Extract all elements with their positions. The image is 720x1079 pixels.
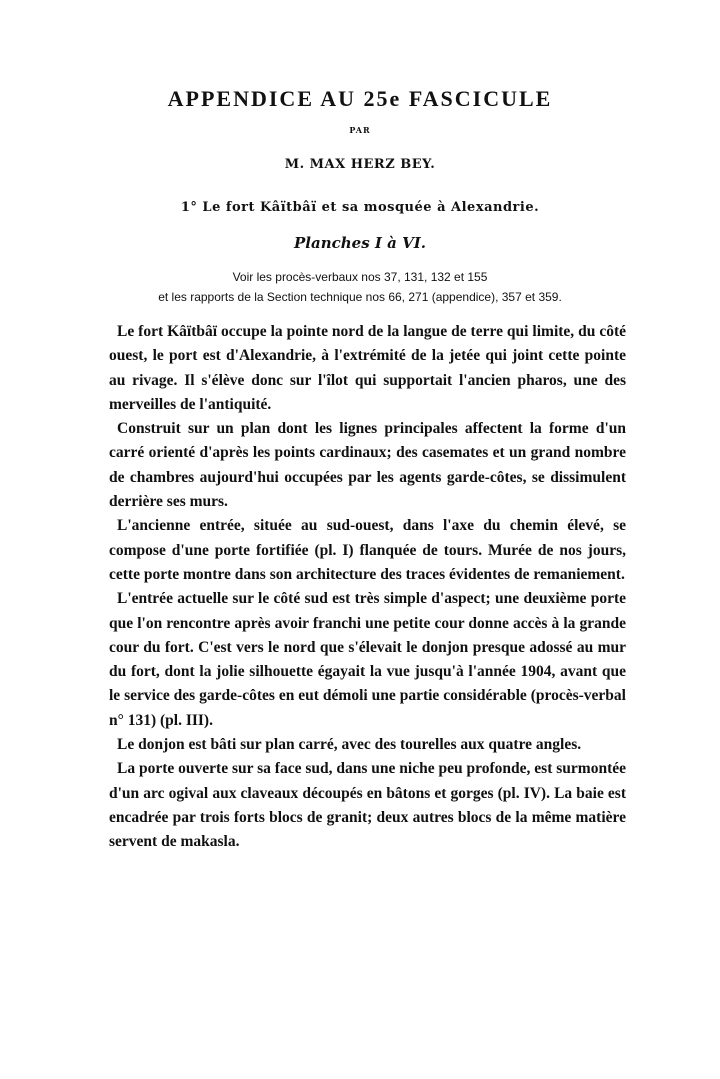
paragraph: Le fort Kâïtbâï occupe la pointe nord de la langue de terre qui limite, du côté ouest, le port est d'Alexandrie, à l'extrémité de la jetée qui joint cette pointe au rivage. Il s'élève donc sur l'îlot qui supportait l'ancien pharos, une des merveilles de l'antiquité. (109, 323, 626, 413)
author-name: M. MAX HERZ BEY. (284, 157, 436, 172)
paragraph: L'entrée actuelle sur le côté sud est très simple d'aspect; une deuxième porte que l'on rencontre après avoir franchi une petite cour donne accès à la grande cour du fort. C'est vers le nord que s'élevait le donjon presque adossé au mur du fort, dont la jolie silhouette égayait la vue jusqu'à l'année 1904, avant que le service des garde-côtes en eut démoli une partie considérable (procès-verbal n° 131) (pl. III). (109, 590, 626, 729)
byline-par: PAR (349, 125, 371, 135)
body-text (109, 320, 626, 855)
page-title: APPENDICE AU 25e FASCICULE (167, 86, 553, 111)
reference-line: et les rapports de la Section technique nos 66, 271 (appendice), 357 et 359. (158, 290, 562, 304)
paragraph: L'ancienne entrée, située au sud-ouest, dans l'axe du chemin élevé, se compose d'une porte fortifiée (pl. I) flanquée de tours. Murée de nos jours, cette porte montre dans son architecture des traces évidentes de remaniement. (109, 517, 626, 583)
paragraph: Le donjon est bâti sur plan carré, avec des tourelles aux quatre angles. (117, 736, 582, 754)
paragraph: La porte ouverte sur sa face sud, dans une niche peu profonde, est surmontée d'un arc ogival aux claveaux découpés en bâtons et gorges (pl. IV). La baie est encadrée par trois forts blocs de granit; deux autres blocs de la même matière servent de makasla. (109, 760, 626, 851)
paragraph: Construit sur un plan dont les lignes principales affectent la forme d'un carré orienté d'après les points cardinaux; des casemates et un grand nombre de chambres aujourd'hui occupées par les agents garde-côtes, se dissimulent derrière ses murs. (109, 420, 626, 511)
reference-line: Voir les procès-verbaux nos 37, 131, 132 et 155 (232, 270, 488, 284)
plates-reference: Planches I à VI. (294, 234, 426, 252)
references-note (0, 267, 720, 307)
section-subtitle: 1° Le fort Kâïtbâï et sa mosquée à Alexandrie. (180, 200, 540, 215)
